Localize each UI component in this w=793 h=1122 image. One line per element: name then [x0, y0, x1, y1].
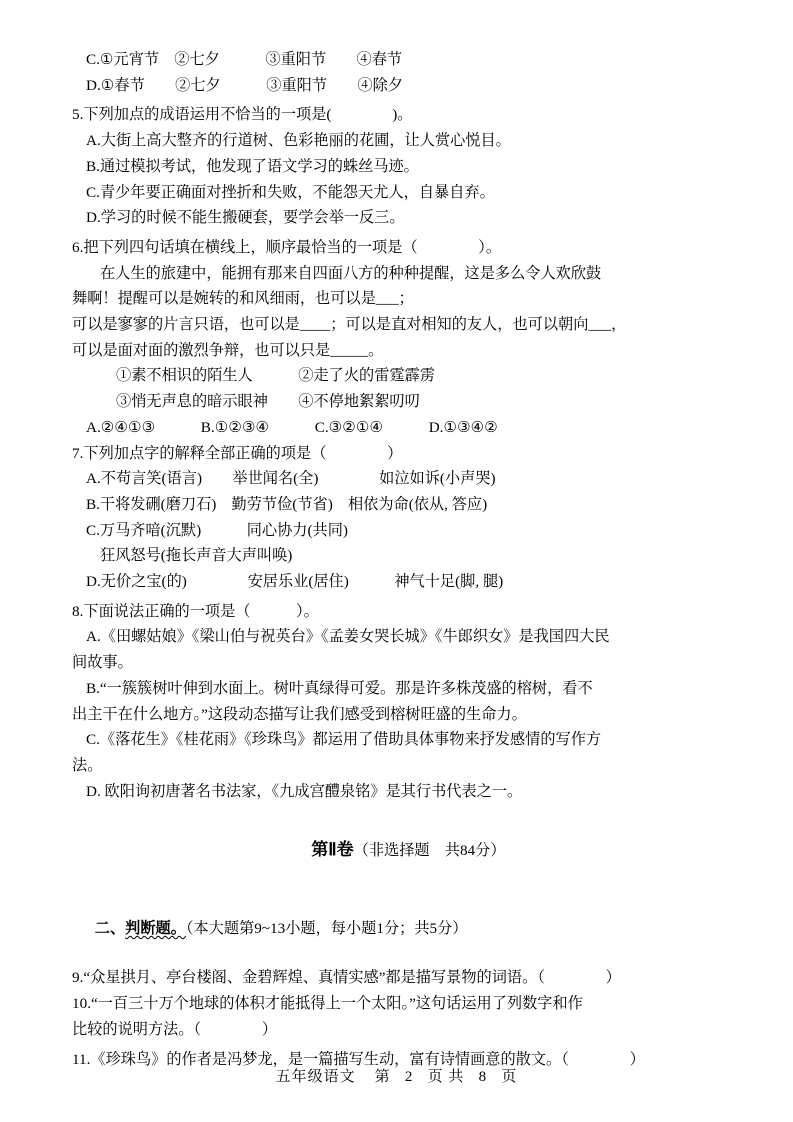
question-6-stem: 6.把下列四句话填在横线上，顺序最恰当的一项是（ ）。 — [72, 238, 502, 256]
section-2-subtitle: （非选择题 共84分） — [353, 842, 506, 860]
question-6-options: A.②④①③ B.①②③④ C.③②①④ D.①③④② — [86, 418, 498, 436]
question-5-option-d: D.学习的时候不能生搬硬套，要学会举一反三。 — [86, 209, 405, 227]
question-5-option-b: B.通过模拟考试，他发现了语文学习的蛛丝马迹。 — [86, 157, 419, 175]
footer-page-mid: 页 共 — [427, 1069, 465, 1085]
footer-subject: 五年级语文 — [275, 1069, 356, 1085]
page-content — [72, 48, 722, 1073]
question-8-option-a: A.《田螺姑娘》《梁山伯与祝英台》《孟姜女哭长城》《牛郎织女》是我国四大民 — [86, 628, 610, 646]
question-7-option-c: C.万马齐喑(沉默) 同心协力(共同) — [86, 521, 348, 539]
question-5-option-c: C.青少年要正确面对挫折和失败，不能怨天尤人，自暴自弃。 — [86, 183, 495, 201]
part-2-header — [72, 893, 722, 964]
question-5-stem: 5.下列加点的成语运用不恰当的一项是( )。 — [72, 106, 413, 124]
question-6-passage-line-2: 舞啊！提醒可以是婉转的和风细雨，也可以是___； — [72, 290, 414, 308]
question-8-option-b: B.“一簇簇树叶伸到水面上。树叶真绿得可爱。那是许多株茂盛的榕树，看不 — [86, 679, 593, 697]
footer-total-pages: 8 — [478, 1069, 488, 1085]
footer-page-number: 2 — [404, 1069, 414, 1085]
option-line-c: C.①元宵节 ②七夕 ③重阳节 ④春节 — [86, 51, 403, 68]
question-8-option-d: D. 欧阳询初唐著名书法家，《九成宫醴泉铭》是其行书代表之一。 — [86, 782, 523, 800]
part-2-name: 判断题。 — [125, 920, 186, 938]
question-7-option-a: A.不苟言笑(语言) 举世闻名(全) 如泣如诉(小声哭) — [86, 470, 496, 488]
judge-item-10-cont: 比较的说明方法。（ ） — [72, 1020, 278, 1038]
question-8-option-c: C.《落花生》《桂花雨》《珍珠鸟》都运用了借助具体事物来抒发感情的写作方 — [86, 731, 602, 749]
question-6-passage-line-3: 可以是寥寥的片言只语，也可以是____；可以是直对相知的友人，也可以朝向___， — [72, 316, 627, 334]
question-8-option-a-cont: 间故事。 — [72, 654, 133, 672]
question-8-option-b-cont: 出主干在什么地方。”这段动态描写让我们感受到榕树旺盛的生命力。 — [72, 705, 527, 723]
question-5-option-a: A.大街上高大整齐的行道树、色彩艳丽的花圃，让人赏心悦目。 — [86, 132, 511, 150]
question-6-choice-line-1: ①素不相识的陌生人 ②走了火的雷霆霹雳 — [116, 367, 435, 385]
footer-page-post: 页 — [501, 1069, 518, 1085]
part-2-number: 二、 — [94, 920, 126, 938]
question-8-stem: 8.下面说法正确的一项是（ ）。 — [72, 602, 319, 620]
question-6-choice-line-2: ③悄无声息的暗示眼神 ④不停地絮絮叨叨 — [116, 393, 420, 411]
option-line-d: D.①春节 ②七夕 ③重阳节 ④除夕 — [86, 76, 403, 94]
page-footer — [0, 1065, 793, 1086]
question-6-passage-line-4: 可以是面对面的激烈争辩，也可以只是_____。 — [72, 341, 384, 359]
section-2-header — [72, 813, 722, 887]
judge-item-9: 9.“众星拱月、亭台楼阁、金碧辉煌、真情实感”都是描写景物的词语。（ ） — [72, 969, 621, 987]
footer-page-pre: 第 — [374, 1069, 391, 1085]
part-2-desc: （本大题第9~13小题，每小题1分；共5分） — [185, 920, 468, 938]
judge-item-11: 11.《珍珠鸟》的作者是冯梦龙，是一篇描写生动，富有诗情画意的散文。（ ） — [72, 1050, 645, 1068]
question-7-option-c-cont: 狂风怒号(拖长声音大声叫唤) — [100, 547, 293, 565]
judge-item-10: 10.“一百三十万个地球的体积才能抵得上一个太阳。”这句话运用了列数字和作 — [72, 995, 583, 1013]
question-7-option-d: D.无价之宝(的) 安居乐业(居住) 神气十足(脚, 腿) — [86, 573, 504, 591]
question-6-passage-line-1: 在人生的旅建中，能拥有那来自四面八方的种种提醒，这是多么令人欢欣鼓 — [100, 264, 602, 282]
question-8-option-c-cont: 法。 — [72, 756, 103, 774]
question-7-option-b: B.干将发硎(磨刀石) 勤劳节俭(节省) 相依为命(依从, 答应) — [86, 495, 488, 513]
question-7-stem: 7.下列加点字的解释全部正确的项是（ ） — [72, 444, 403, 462]
section-2-title: 第Ⅱ卷 — [311, 840, 354, 860]
